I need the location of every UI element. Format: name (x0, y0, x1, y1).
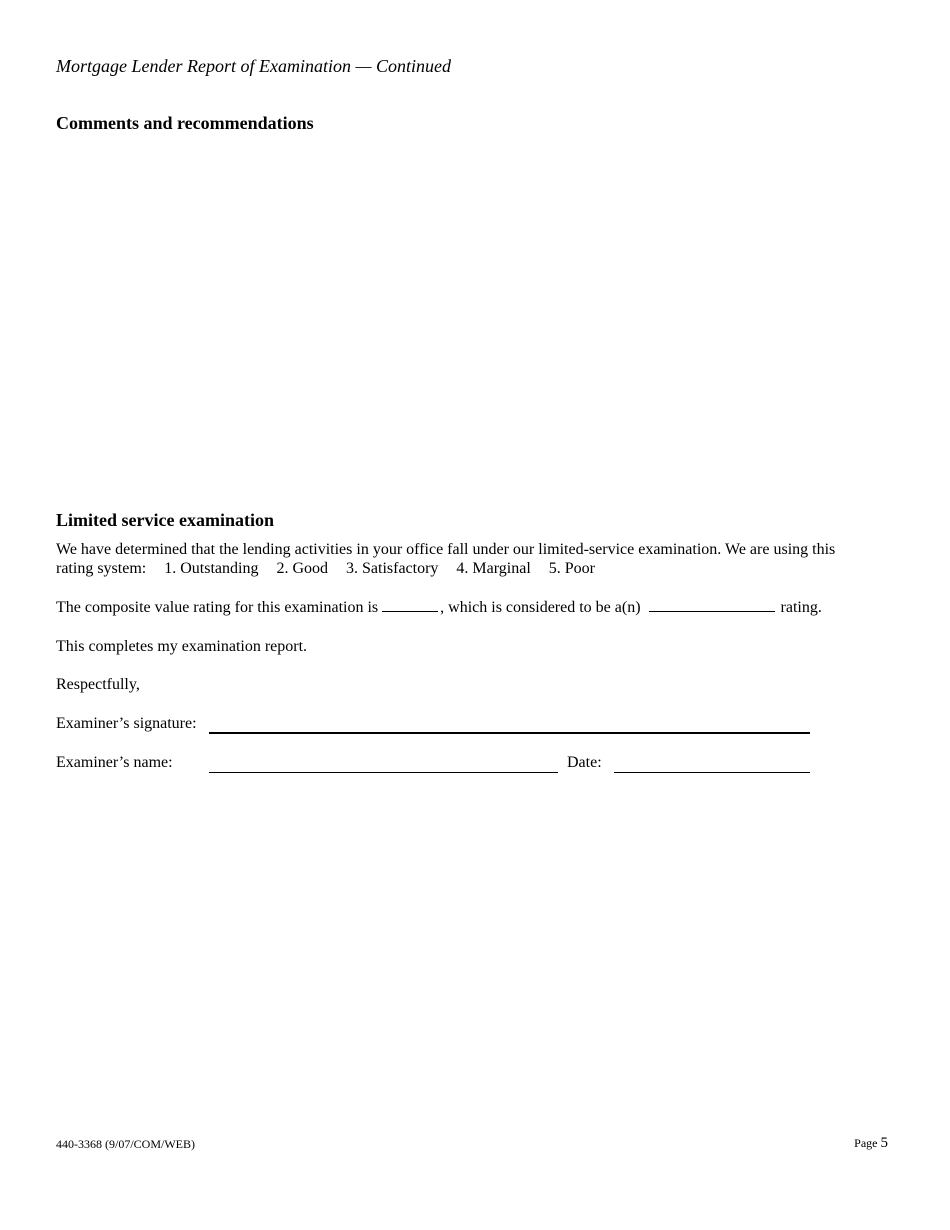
signature-field[interactable] (209, 732, 810, 734)
composite-rating-line (56, 597, 822, 617)
closing-salutation: Respectfully, (56, 676, 140, 693)
rating-option: 5. Poor (548, 560, 596, 577)
page-label: Page (854, 1136, 878, 1150)
composite-middle: , which is considered to be a(n) (440, 599, 641, 616)
page-number (854, 1135, 888, 1152)
date-label: Date: (567, 754, 602, 771)
intro-paragraph (56, 540, 896, 578)
rating-option: 1. Outstanding (164, 560, 259, 577)
comments-heading: Comments and recommendations (56, 113, 314, 133)
composite-score-field[interactable] (382, 597, 438, 612)
signature-label: Examiner’s signature: (56, 715, 197, 732)
page-number-value: 5 (880, 1135, 888, 1151)
form-number: 440-3368 (9/07/COM/WEB) (56, 1137, 195, 1151)
intro-line: We have determined that the lending activities in your office fall under our limited-service examination. We are using this (56, 541, 836, 558)
composite-prefix: The composite value rating for this examination is (56, 599, 379, 616)
rating-system-list (56, 559, 896, 578)
rating-system-label: rating system: (56, 560, 147, 577)
examiner-name-label: Examiner’s name: (56, 754, 173, 771)
completion-statement: This completes my examination report. (56, 638, 308, 655)
composite-suffix: rating. (780, 599, 822, 616)
rating-description-field[interactable] (649, 597, 775, 612)
examiner-name-field[interactable] (209, 772, 558, 773)
date-field[interactable] (614, 772, 810, 773)
running-title: Mortgage Lender Report of Examination — Continued (56, 56, 451, 76)
rating-option: 2. Good (276, 560, 328, 577)
rating-option: 3. Satisfactory (346, 560, 439, 577)
rating-option: 4. Marginal (456, 560, 531, 577)
limited-service-heading: Limited service examination (56, 510, 274, 530)
